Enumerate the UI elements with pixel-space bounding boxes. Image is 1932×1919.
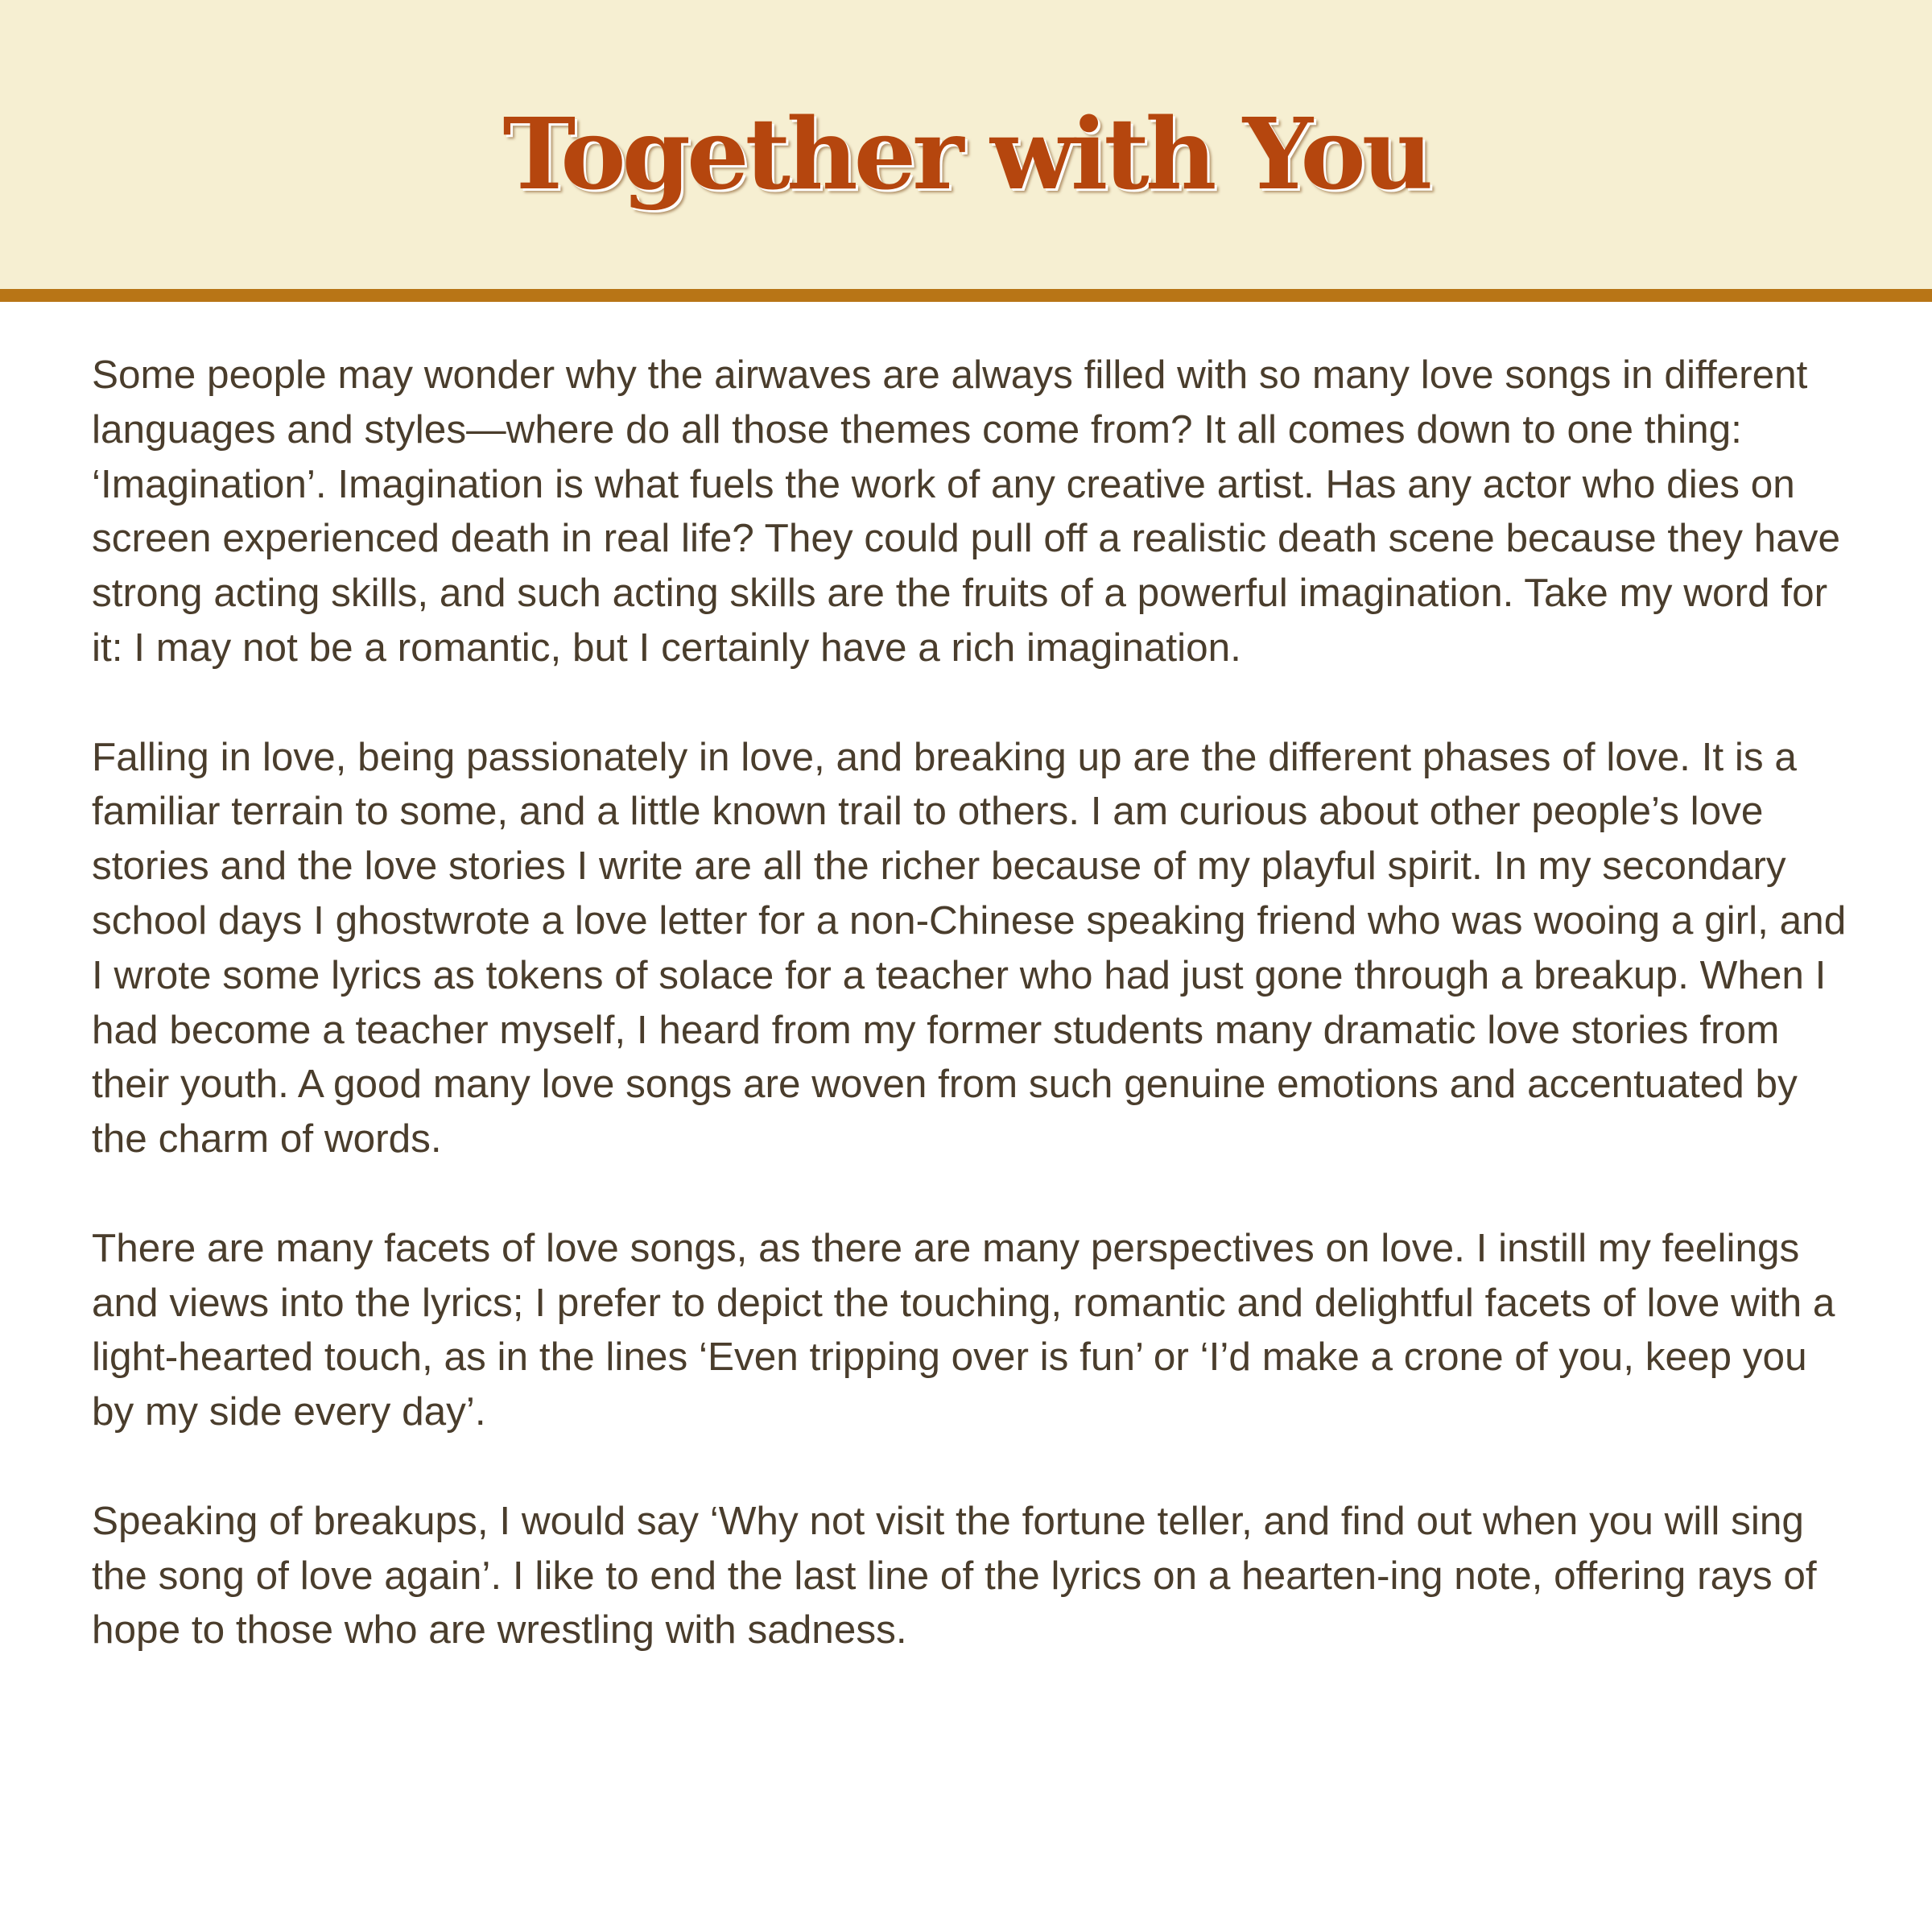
page-title: Together with You: [502, 96, 1430, 212]
paragraph-imagination: Some people may wonder why the airwaves are always filled with so many love songs in different languages and styles—where do all those themes come from? It all comes down to one thing: ‘Imagination’. Imagination is what fuels the work of any creative artist. Has any actor who dies on screen experienced death in real life? They could pull off a realistic death scene because they have strong acting skills, and such acting skills are the fruits of a powerful imagination. Take my word for it: I may not be a romantic, but I certainly have a rich imagination.: [92, 353, 1841, 670]
paragraph-breakups: Speaking of breakups, I would say ‘Why not visit the fortune teller, and find out when you will sing the song of love again’. I like to end the last line of the lyrics on a hearten-ing note, offering rays of hope to those who are wrestling with sadness.: [92, 1498, 1817, 1653]
paragraph-facets-of-love-songs: There are many facets of love songs, as there are many perspectives on love. I instill my feelings and views into the lyrics; I prefer to depict the touching, romantic and delightful facets of love with a light-hearted touch, as in the lines ‘Even tripping over is fun’ or ‘I’d make a crone of you, keep you by my side every day’.: [92, 1225, 1835, 1434]
header-divider: [0, 289, 1932, 302]
paragraph-phases-of-love: Falling in love, being passionately in love, and breaking up are the different phases of love. It is a familiar terrain to some, and a little known trail to others. I am curious about other people’s love stories and the love stories I write are all the richer because of my playful spirit. In my secondary school days I ghostwrote a love letter for a non-Chinese speaking friend who was wooing a girl, and I wrote some lyrics as tokens of solace for a teacher who had just gone through a breakup. When I had become a teacher myself, I heard from my former students many dramatic love stories from their youth. A good many love songs are woven from such genuine emotions and accentuated by the charm of words.: [92, 734, 1847, 1162]
article-body: [92, 348, 1847, 1712]
